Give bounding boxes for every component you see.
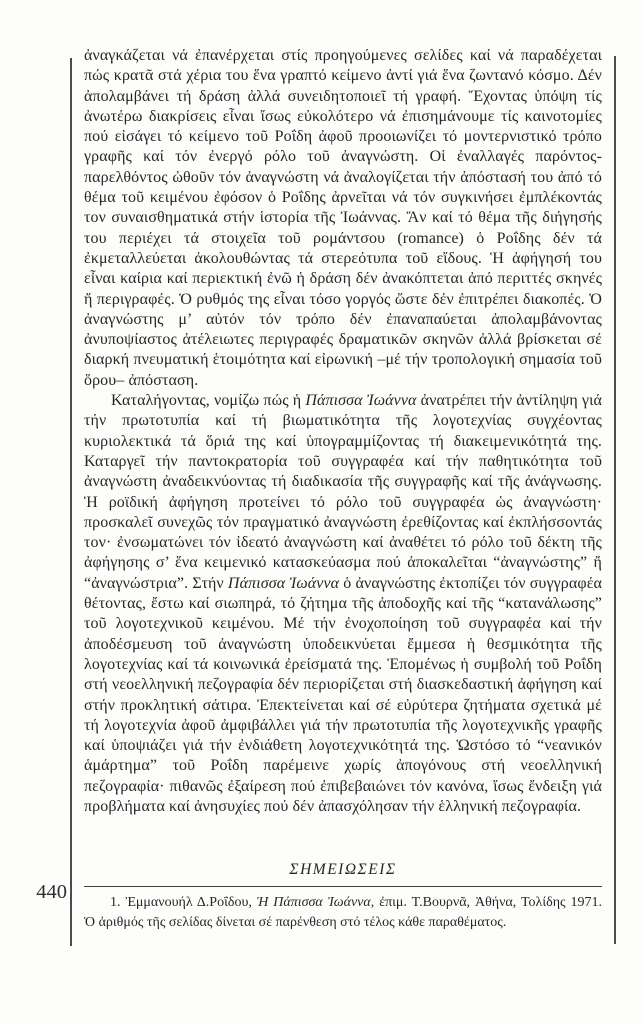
right-margin-rule xyxy=(614,56,616,944)
main-text-column xyxy=(84,46,602,817)
left-margin-rule xyxy=(70,58,72,946)
body-paragraph: ἀναγκάζεται νά ἐπανέρχεται στίς προηγούμενες σελίδες καί νά παραδέχεται πώς κρατᾶ στά χέρια του ἕνα γραπτό κείμενο ἀντί γιά ἕνα ζωντανό κόσμο. Δέν ἀπολαμβάνει τή δράση ἀλλά συνειδητοποιεῖ τή γραφή. Ἔχοντας ὑπόψη τίς ἀνωτέρω διακρίσεις εἶναι ἴσως εὐκολότερο νά ἐπισημάνουμε τίς καινοτομίες πού εἰσάγει τό κείμενο τοῦ Ροΐδη ἀφοῦ προοιωνίζει τό μοντερνιστικό τρόπο γραφῆς καί τόν ἐνεργό ρόλο τοῦ ἀναγνώστη. Οἱ ἐναλλαγές παρόντος-παρελθόντος ὠθοῦν τόν ἀναγνώστη νά ἀναλογίζεται τήν ἀπόστασή του ἀπό τό θέμα τοῦ κειμένου ἐφόσον ὁ Ροΐδης ἀρνεῖται νά τόν συγκινήσει ἐμπλέκοντάς τον συναισθηματικά στήν ἱστορία τῆς Ἰωάννας. Ἄν καί τό θέμα τῆς διήγησής του περιέχει τά στοιχεῖα τοῦ ρομάντσου (romance) ὁ Ροΐδης δέν τά ἐκμεταλλεύεται ἀκολουθώντας τά στερεότυπα τοῦ εἴδους. Ἡ ἀφήγησή του εἶναι καίρια καί περιεκτική ἐνῶ ἡ δράση δέν ἀνακόπτεται ἀπό περιττές σκηνές ἤ περιγραφές. Ὁ ρυθμός της εἶναι τόσο γοργός ὥστε δέν ἐπιτρέπει διακοπές. Ὁ ἀναγνώστης μ’ αὐτόν τόν τρόπο δέν ἐπαναπαύεται ἀπολαμβάνοντας ἀνυποψίαστος ἀτέλειωτες περιγραφές δραματικῶν σκηνῶν ἀλλά βρίσκεται σέ διαρκή πνευματική ἑτοιμότητα καί εἰρωνική –μέ τήν τροπολογική σημασία τοῦ ὅρου– ἀπόσταση. xyxy=(84,47,602,389)
footnote: 1. Ἐμμανουήλ Δ.Ροΐδου, Ἡ Πάπισσα Ἰωάννα, ἐπιμ. Τ.Βουρνᾶ, Ἀθήνα, Τολίδης 1971. Ὁ ἀριθμός τῆς σελίδας δίνεται σέ παρένθεση στό τέλος κάθε παραθέματος. xyxy=(84,895,602,930)
page-number: 440 xyxy=(36,881,67,903)
notes-section xyxy=(84,860,602,933)
notes-divider-rule xyxy=(84,886,602,887)
body-paragraph: Καταλήγοντας, νομίζω πώς ἡ Πάπισσα Ἰωάννα ἀνατρέπει τήν ἀντίληψη γιά τήν πρωτοτυπία καί τή βιωματικότητα τῆς λογοτεχνίας συγχέοντας κυριολεκτικά τά ὅριά της καί ὑπογραμμίζοντας τή διακειμενικότητά της. Καταργεῖ τήν παντοκρατορία τοῦ συγγραφέα καί τήν παθητικότητα τοῦ ἀναγνώστη ἀναδεικνύοντας τή διαδικασία τῆς συγγραφῆς καί τῆς ἀνάγνωσης. Ἡ ροϊδική ἀφήγηση προτείνει τό ρόλο τοῦ συγγραφέα ὡς ἀναγνώστη· προσκαλεῖ συνεχῶς τόν πραγματικό ἀναγνώστη ἐρεθίζοντας καί ἐκπλήσσοντάς τον· ἐνσωματώνει τόν ἰδεατό ἀναγνώστη καί ἀναθέτει τό ρόλο τοῦ δέκτη τῆς ἀφήγησης σ’ ἕνα κειμενικό κατασκεύασμα πού ἀποκαλεῖται “ἀναγνώστης” ἤ “ἀναγνώστρια”. Στήν Πάπισσα Ἰωάννα ὁ ἀναγνώστης ἐκτοπίζει τόν συγγραφέα θέτοντας, ἔστω καί σιωπηρά, τό ζήτημα τῆς ἀποδοχῆς καί τῆς “κατανάλωσης” τοῦ λογοτεχνικοῦ κειμένου. Μέ τήν ἐνοχοποίηση τοῦ συγγραφέα καί τήν ἀποδέσμευση τοῦ ἀναγνώστη ὑποδεικνύεται ἔμμεσα ἡ θεσμικότητα τῆς λογοτεχνίας καί τά κοινωνικά ἐρείσματά της. Ἑπομένως ἡ συμβολή τοῦ Ροΐδη στή νεοελληνική πεζογραφία δέν περιορίζεται στή διασκεδαστική ἀφήγηση καί στήν προκλητική σάτιρα. Ἐπεκτείνεται καί σέ εὐρύτερα ζητήματα σχετικά μέ τή λογοτεχνία ἀφοῦ ἀμφιβάλλει γιά τήν πρωτοτυπία τῆς λογοτεχνικῆς γραφῆς καί ὑποψιάζει γιά τήν ἐνδιάθετη λογοτεχνικότητά της. Ὡστόσο τό “νεανικόν ἁμάρτημα” τοῦ Ροΐδη παρέμεινε χωρίς ἀπογόνους στή νεοελληνική πεζογραφία· πιθανῶς ἐξαίρεση πού ἐπιβεβαιώνει τόν κανόνα, ἴσως ἔνδειξη γιά προβλήματα καί ἀνησυχίες πού δέν ἀπασχόλησαν τήν ἑλληνική πεζογραφία. xyxy=(84,392,602,815)
notes-heading: ΣΗΜΕΙΩΣΕΙΣ xyxy=(289,861,397,878)
